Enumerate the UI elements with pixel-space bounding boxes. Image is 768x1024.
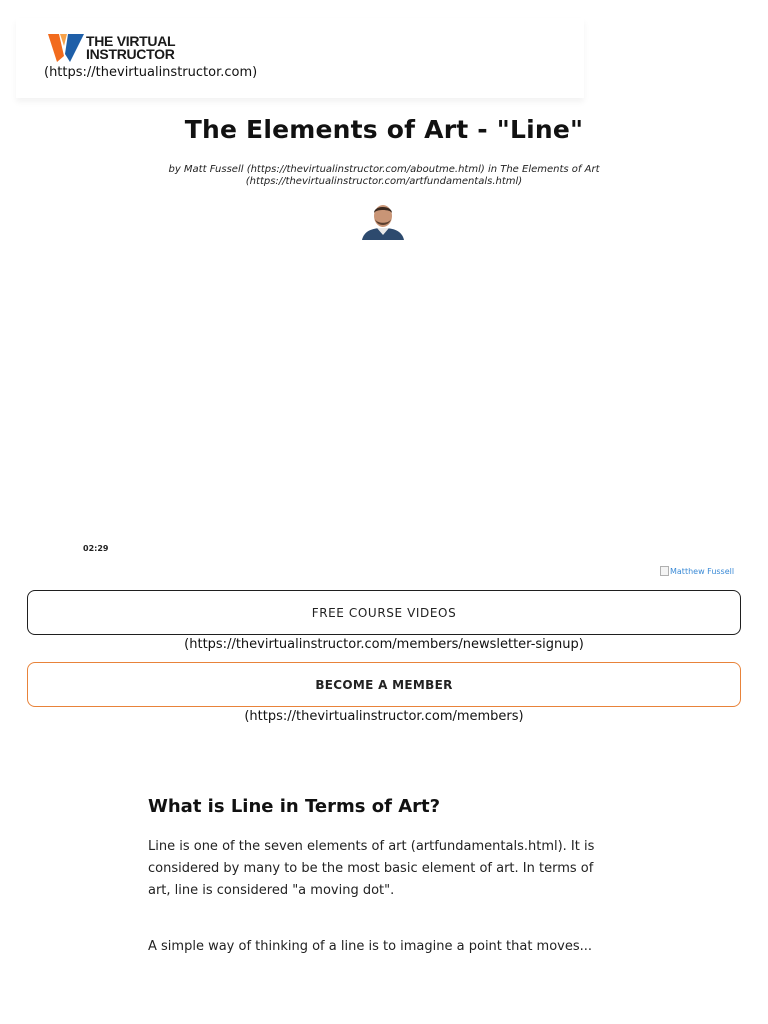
section-heading: What is Line in Terms of Art? <box>148 796 441 817</box>
site-logo[interactable] <box>46 32 216 64</box>
author-avatar <box>360 201 406 240</box>
become-member-button[interactable]: BECOME A MEMBER <box>27 662 741 707</box>
virtual-instructor-logo-icon <box>46 32 86 64</box>
second-paragraph: A simple way of thinking of a line is to imagine a point that moves... <box>148 939 593 954</box>
byline-line-2[interactable]: (https://thevirtualinstructor.com/artfundamentals.html) <box>245 176 523 187</box>
free-course-videos-button[interactable]: FREE COURSE VIDEOS <box>27 590 741 635</box>
broken-image-icon <box>660 566 669 576</box>
members-url[interactable]: (https://thevirtualinstructor.com/members) <box>244 709 524 724</box>
logo-line-1: THE VIRTUAL <box>86 33 176 49</box>
author-portrait-icon <box>360 201 406 240</box>
newsletter-signup-url[interactable]: (https://thevirtualinstructor.com/members/newsletter-signup) <box>184 637 584 652</box>
logo-line-2: INSTRUCTOR <box>86 46 175 62</box>
intro-paragraph: Line is one of the seven elements of art (artfundamentals.html). It is considered by many to be the most basic element of art. In terms of art, line is considered "a moving dot". <box>148 839 595 898</box>
site-url[interactable]: (https://thevirtualinstructor.com) <box>44 65 258 80</box>
site-header <box>16 18 584 98</box>
author-image-alt: Matthew Fussell <box>670 567 735 576</box>
byline-line-1[interactable]: by Matt Fussell (https://thevirtualinstructor.com/aboutme.html) in The Elements of Art <box>168 164 600 175</box>
article-byline <box>100 164 668 188</box>
author-image-placeholder[interactable] <box>660 566 734 576</box>
logo-wordmark <box>86 35 175 61</box>
page-title: The Elements of Art - "Line" <box>184 115 584 144</box>
video-duration: 02:29 <box>83 544 109 553</box>
